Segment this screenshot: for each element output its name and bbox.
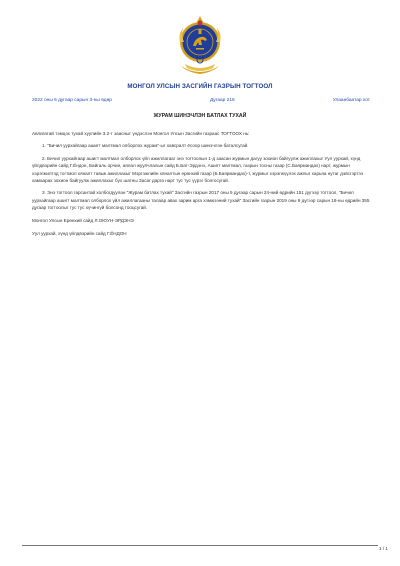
footer-divider <box>22 545 378 546</box>
document-body <box>32 130 376 243</box>
document-title: ЖУРАМ ШИНЭЧЛЭН БАТЛАХ ТУХАЙ <box>153 113 247 119</box>
state-emblem-icon <box>175 12 225 76</box>
intro-paragraph: Авлигатай тэмцэх тухай хуулийн 3.2-т заасныг үндэслэн Монгол Улсын Засгийн газраас ТОГТООХ нь: <box>32 131 250 136</box>
org-title: МОНГОЛ УЛСЫН ЗАСГИЙН ГАЗРЫН ТОГТООЛ <box>127 83 273 90</box>
signature-minister: Уул уурхай, хүнд үйлдвэрийн сайд Г.ЁНДОН <box>32 231 127 237</box>
document-meta-row <box>32 98 370 103</box>
signature-prime-minister: Монгол Улсын Ерөнхий сайд Л.ОЮУН-ЭРДЭНЭ <box>32 217 134 223</box>
page-number: 1 / 1 <box>379 546 388 551</box>
clause-1: 1. "Бичил уурхайгаар ашигт малтмал олборлох журам"-ыг хавсралт ёсоор шинэчлэн баталсугай. <box>42 143 249 149</box>
clause-3: 3. Энэ тогтоол гарсантай холбогдуулан "Журам батлах тухай" Засгийн газрын 2017 оны 5 дугаар сарын 24-ний өдрийн 151 дүгээр тогтоол, "Бичил уурхайгаар ашигт малтмал олборлох үйл ажиллагааны талаар авах зарим арга хэмжээний тухай" Засгийн газрын 2019 оны 9 дүгээр сарын 18-ны өдрийн 355 дугаар тогтоолыг тус тус хүчингүй болсонд тооцсугай. <box>32 190 370 211</box>
document-city: Улаанбаатар хот <box>332 98 370 103</box>
document-date: 2022 оны 6 дугаар сарын 3-ны өдөр <box>32 98 112 103</box>
document-number: Дугаар 216 <box>209 98 235 103</box>
clause-2: 2. Бичил уурхайгаар ашигт малтмал олборлох үйл ажиллагааг энэ тогтоолын 1-д заасан журмын дагуу зохион байгуулж ажиллахыг Уул уурхай, хүнд үйлдвэрийн сайд Г.Ёндон, Байгаль орчин, аялал жуулчлалын сайд Б.Бат-Эрдэнэ, Ашигт малтмал, газрын тосны газар (С.Баярмандах) нарт, журмын хэрэгжилтэд тогтмол хяналт тавьж ажиллахыг Мэргэжлийн хяналтын ерөнхий газар (Б.Баярмандах)-т, журмыг хэрэгжүүлэх ажлыг харьяа нутаг дэвсгэртээ хамаарах зохион байгуулж ажиллахыг бүх шатны Засаг дарга нарт тус тус үүрэг болгосугай. <box>32 155 364 184</box>
